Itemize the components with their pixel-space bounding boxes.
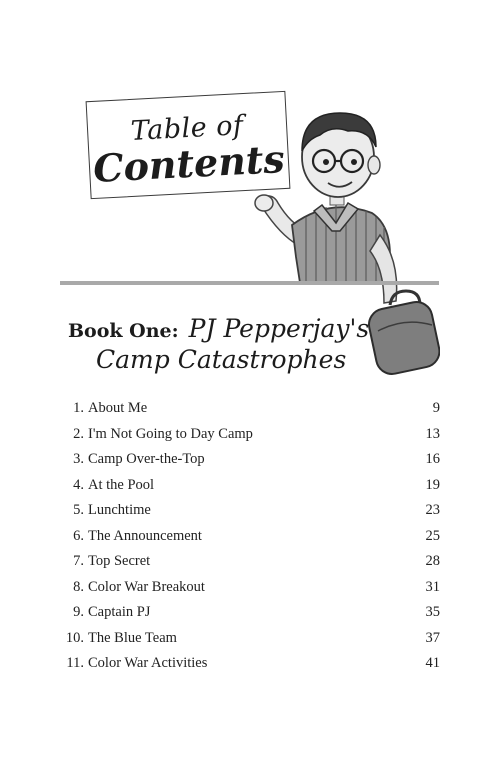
toc-entry-number: 7. — [73, 553, 84, 569]
toc-entry-page: 28 — [425, 553, 440, 569]
toc-entry-title: Lunchtime — [88, 502, 151, 518]
toc-entry[interactable] — [60, 447, 440, 473]
toc-entry[interactable] — [60, 498, 440, 524]
toc-entry-page: 13 — [425, 425, 440, 442]
toc-entry-number: 4. — [73, 476, 84, 493]
toc-entry-number: 2. — [73, 425, 84, 442]
book-title-part2: Camp Catastrophes — [96, 345, 347, 374]
toc-entry-page: 35 — [425, 604, 440, 620]
toc-entry-title: At the Pool — [88, 476, 155, 493]
toc-entry-title: Camp Over-the-Top — [88, 451, 205, 467]
sign-title-line1: Table of — [130, 110, 245, 147]
toc-entry[interactable] — [60, 524, 440, 550]
toc-entry-title: The Announcement — [88, 527, 202, 544]
toc-entry[interactable] — [60, 600, 440, 626]
toc-entry-number: 10. — [65, 629, 84, 646]
sign-title-line2: Contents — [92, 135, 286, 191]
toc-entry-title: About Me — [88, 400, 148, 416]
toc-entry[interactable] — [60, 575, 440, 601]
toc-entry-page: 25 — [425, 527, 440, 544]
toc-entry[interactable] — [60, 396, 440, 422]
toc-entry[interactable] — [60, 422, 440, 448]
toc-entry-page: 9 — [432, 400, 440, 416]
book-heading — [68, 314, 388, 374]
book-label: Book One: — [68, 320, 179, 342]
left-hand — [255, 195, 273, 211]
toc-entry-title: I'm Not Going to Day Camp — [88, 425, 253, 442]
toc-entry[interactable] — [60, 473, 440, 499]
toc-entry-page: 19 — [425, 476, 440, 493]
toc-entry-number: 9. — [73, 604, 84, 620]
toc-entry[interactable] — [60, 626, 440, 652]
toc-entry-number: 8. — [73, 578, 84, 595]
toc-entry-title: Color War Activities — [88, 655, 208, 671]
toc-entry-title: Color War Breakout — [88, 578, 205, 595]
toc-entry-title: Top Secret — [88, 553, 151, 569]
toc-entry-number: 6. — [73, 527, 84, 544]
toc-entry-number: 5. — [73, 502, 84, 518]
toc-entry[interactable] — [60, 651, 440, 677]
toc-list — [60, 396, 440, 677]
toc-entry-page: 31 — [425, 578, 440, 595]
toc-entry-number: 3. — [73, 451, 84, 467]
toc-entry-page: 23 — [425, 502, 440, 518]
toc-entry-number: 11. — [66, 655, 84, 671]
toc-entry-page: 37 — [425, 629, 440, 646]
toc-entry-title: Captain PJ — [88, 604, 151, 620]
section-divider — [60, 281, 439, 285]
toc-entry-number: 1. — [73, 400, 84, 416]
book-heading-line1 — [68, 314, 388, 343]
toc-entry-page: 41 — [425, 655, 440, 671]
toc-entry-page: 16 — [425, 451, 440, 467]
toc-entry[interactable] — [60, 549, 440, 575]
book-title-part1: PJ Pepperjay's — [188, 314, 370, 343]
toc-entry-title: The Blue Team — [88, 629, 177, 646]
